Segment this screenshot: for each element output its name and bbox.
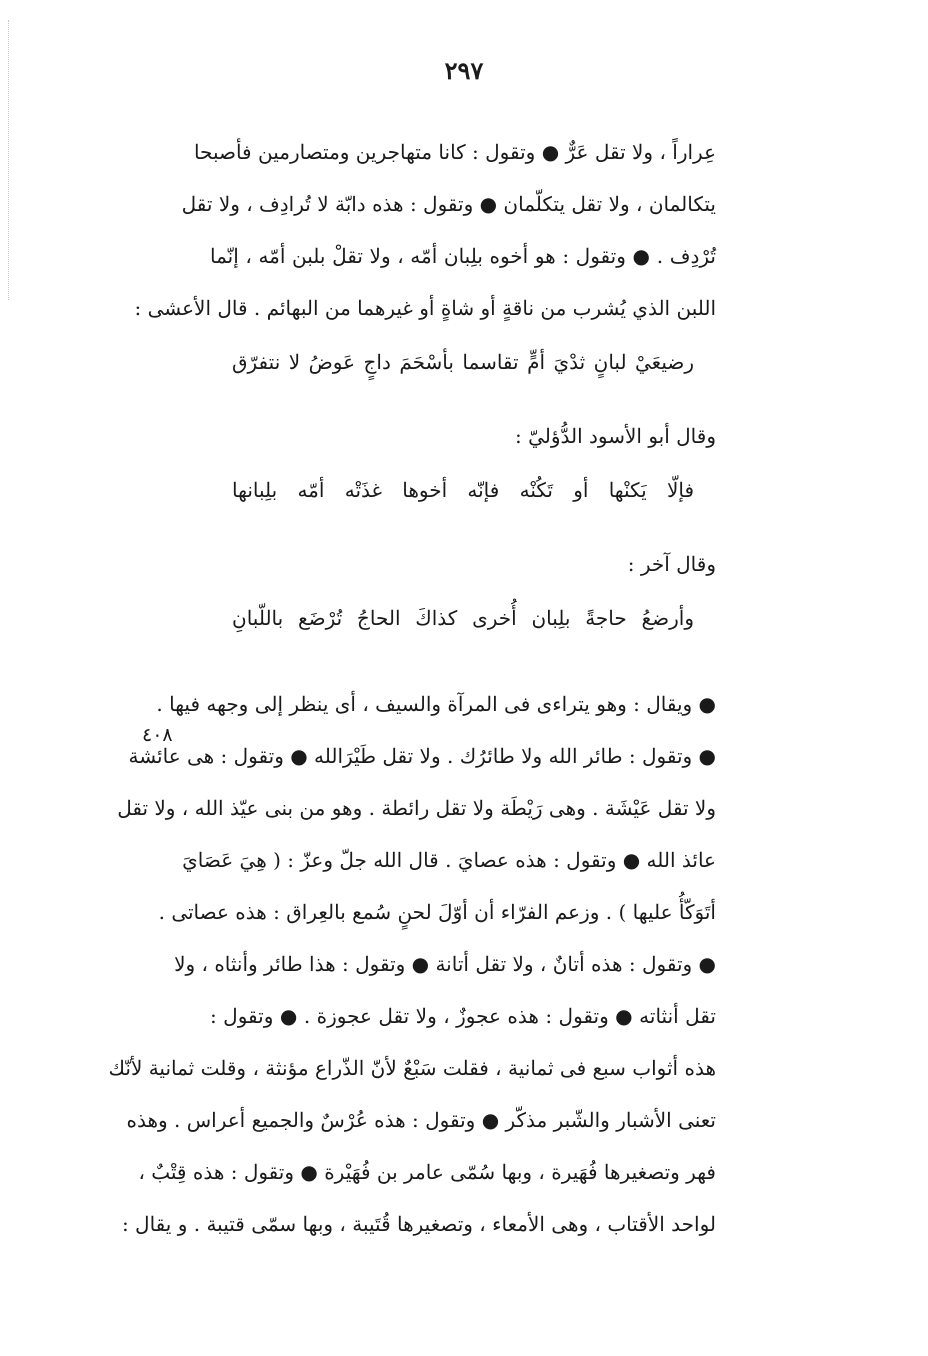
text-line: ولا تقل عَيْشَة . وهى رَيْطَة ولا تقل رائطة . وهو من بنى عيّذ الله ، ولا تقل <box>117 796 716 820</box>
text-line: تعنى الأشبار والشّبر مذكّر ● وتقول : هذه عُرْسٌ والجميع أعراس . وهذه <box>126 1108 716 1132</box>
text-line: يتكالمان ، ولا تقل يتكلّمان ● وتقول : هذه دابّة لا تُرادِف ، ولا تقل <box>181 192 716 216</box>
text-line: فهر وتصغيرها فُهَيرة ، وبها سُمّى عامر بن فُهَيْرة ● وتقول : هذه قِتْبٌ ، <box>138 1160 716 1184</box>
text-line: ● ويقال : وهو يتراءى فى المرآة والسيف ، أى ينظر إلى وجهه فيها . <box>156 692 716 716</box>
text-line: عائذ الله ● وتقول : هذه عصايَ . قال الله جلّ وعزّ : ( هِيَ عَصَايَ <box>182 848 716 872</box>
spacer <box>210 646 716 678</box>
text-line: ● وتقول : هذه أتانٌ ، ولا تقل أتانة ● وتقول : هذا طائر وأنثاه ، ولا <box>174 952 716 976</box>
text-line: عِراراً ، ولا تقل عَرٌّ ● وتقول : كانا متهاجرين ومتصارمين فأصبحا <box>193 140 716 164</box>
poetry-verse: وأرضعُ حاجةً بلِبان أُخرى كذاكَ الحاجُ تُرْضَع باللّبانِ <box>232 606 694 630</box>
page-number: ٢٩٧ <box>444 56 484 85</box>
spacer <box>210 390 716 410</box>
text-line: هذه أثواب سبع فى ثمانية ، فقلت سَبْعٌ لأنّ الذّراع مؤنثة ، وقلت ثمانية لأنّك <box>108 1056 716 1080</box>
text-line: لواحد الأقتاب ، وهى الأمعاء ، وتصغيرها قُتَيبة ، وبها سمّى قتيبة . و يقال : <box>121 1212 716 1236</box>
text-line: اللبن الذي يُشرب من ناقةٍ أو شاةٍ أو غيرهما من البهائم . قال الأعشى : <box>134 296 716 320</box>
text-line: ● وتقول : طائر الله ولا طائرُك . ولا تقل طَيْرَالله ● وتقول : هى عائشة <box>128 744 716 768</box>
poetry-verse: رضيعَيْ لبانٍ ثدْيَ أمٍّ تقاسما بأسْحَمَ داجٍ عَوضُ لا نتفرّق <box>232 350 694 374</box>
text-line: أتَوَكّأُ عليها ) . وزعم الفرّاء أن أوّلَ لحنٍ سُمع بالعِراق : هذه عصاتى . <box>158 900 716 924</box>
verse-introduction: وقال أبو الأسود الدُّؤليّ : <box>515 424 716 448</box>
spacer <box>210 518 716 538</box>
text-line: تُرْدِف . ● وتقول : هو أخوه بلِبان أمّه ، ولا تقلْ بلبن أمّه ، إنّما <box>210 244 716 268</box>
verse-introduction: وقال آخر : <box>627 552 716 576</box>
margin-reference-number: ٤٠٨ <box>142 724 173 746</box>
poetry-verse: فإلّا يَكنْها أو تَكُنْه فإنّه أخوها غذَتْه أمّه بلِبانها <box>232 478 694 502</box>
text-line: تقل أنثاته ● وتقول : هذه عجوزٌ ، ولا تقل عجوزة . ● وتقول : <box>210 1004 716 1028</box>
